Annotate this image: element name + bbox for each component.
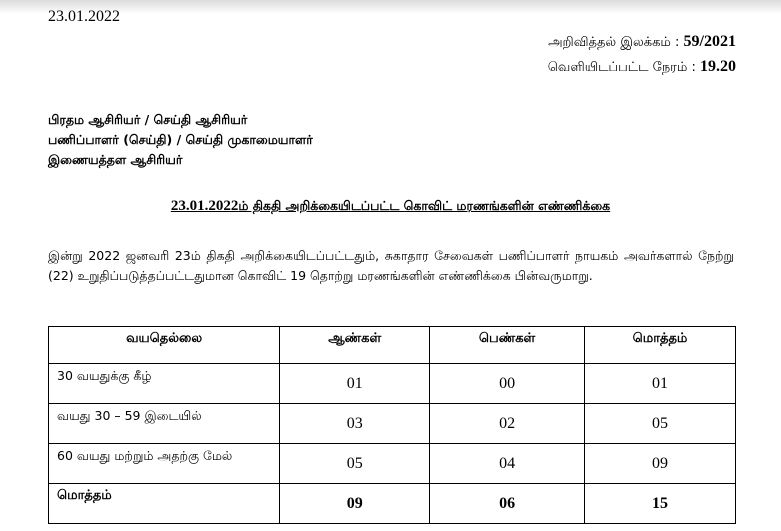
- header-age-range: வயதெல்லை: [49, 327, 280, 364]
- document-heading: [0, 198, 781, 215]
- cell-total: 01: [585, 364, 736, 404]
- table-row: [49, 444, 736, 484]
- recipient-line: பிரதம ஆசிரியர் / செய்தி ஆசிரியர்: [48, 112, 248, 127]
- header-female: பெண்கள்: [430, 327, 585, 364]
- cell-total-label: மொத்தம்: [49, 484, 280, 524]
- table-row: [49, 364, 736, 404]
- cell-total-female: 06: [430, 484, 585, 524]
- cell-total-male: 09: [280, 484, 430, 524]
- cell-female: 00: [430, 364, 585, 404]
- recipient-line: பணிப்பாளர் (செய்தி) / செய்தி முகாமையாளர்: [48, 132, 313, 147]
- heading-date: 23.01.2022: [170, 198, 239, 214]
- notice-time-line: [548, 55, 736, 80]
- cell-total: 09: [585, 444, 736, 484]
- table-row: [49, 404, 736, 444]
- heading-text: ம் திகதி அறிக்கையிடப்பட்ட கொவிட் மரணங்களின் எண்ணிக்கை: [238, 198, 611, 213]
- notice-time-value: 19.20: [700, 58, 736, 75]
- cell-age-range: 60 வயது மற்றும் அதற்கு மேல்: [49, 444, 280, 484]
- notice-number-value: 59/2021: [683, 33, 736, 50]
- header-male: ஆண்கள்: [280, 327, 430, 364]
- cell-grand-total: 15: [585, 484, 736, 524]
- recipients-list: [48, 110, 313, 170]
- recipient-line: இணையத்தள ஆசிரியர்: [48, 152, 183, 167]
- notice-info: [548, 30, 736, 80]
- cell-male: 05: [280, 444, 430, 484]
- notice-number-line: [548, 30, 736, 55]
- cell-female: 04: [430, 444, 585, 484]
- deaths-table: [48, 326, 736, 524]
- table-total-row: [49, 484, 736, 524]
- cell-age-range: வயது 30 – 59 இடையில்: [49, 404, 280, 444]
- notice-number-label: அறிவித்தல் இலக்கம் :: [548, 35, 680, 50]
- table-header-row: [49, 327, 736, 364]
- cell-age-range: 30 வயதுக்கு கீழ்: [49, 364, 280, 404]
- cell-male: 01: [280, 364, 430, 404]
- document-date: 23.01.2022: [48, 8, 120, 25]
- intro-paragraph: இன்று 2022 ஜனவரி 23ம் திகதி அறிக்கையிடப்பட்டதும், சுகாதார சேவைகள் பணிப்பாளர் நாயகம் அவர்களால் நேற்று (22) உறுதிப்படுத்தப்பட்டதுமான கொவிட் 19 தொற்று மரணங்களின் எண்ணிக்கை பின்வருமாறு.: [48, 248, 734, 283]
- notice-time-label: வெளியிடப்பட்ட நேரம் :: [547, 60, 696, 75]
- cell-male: 03: [280, 404, 430, 444]
- header-total: மொத்தம்: [585, 327, 736, 364]
- cell-total: 05: [585, 404, 736, 444]
- cell-female: 02: [430, 404, 585, 444]
